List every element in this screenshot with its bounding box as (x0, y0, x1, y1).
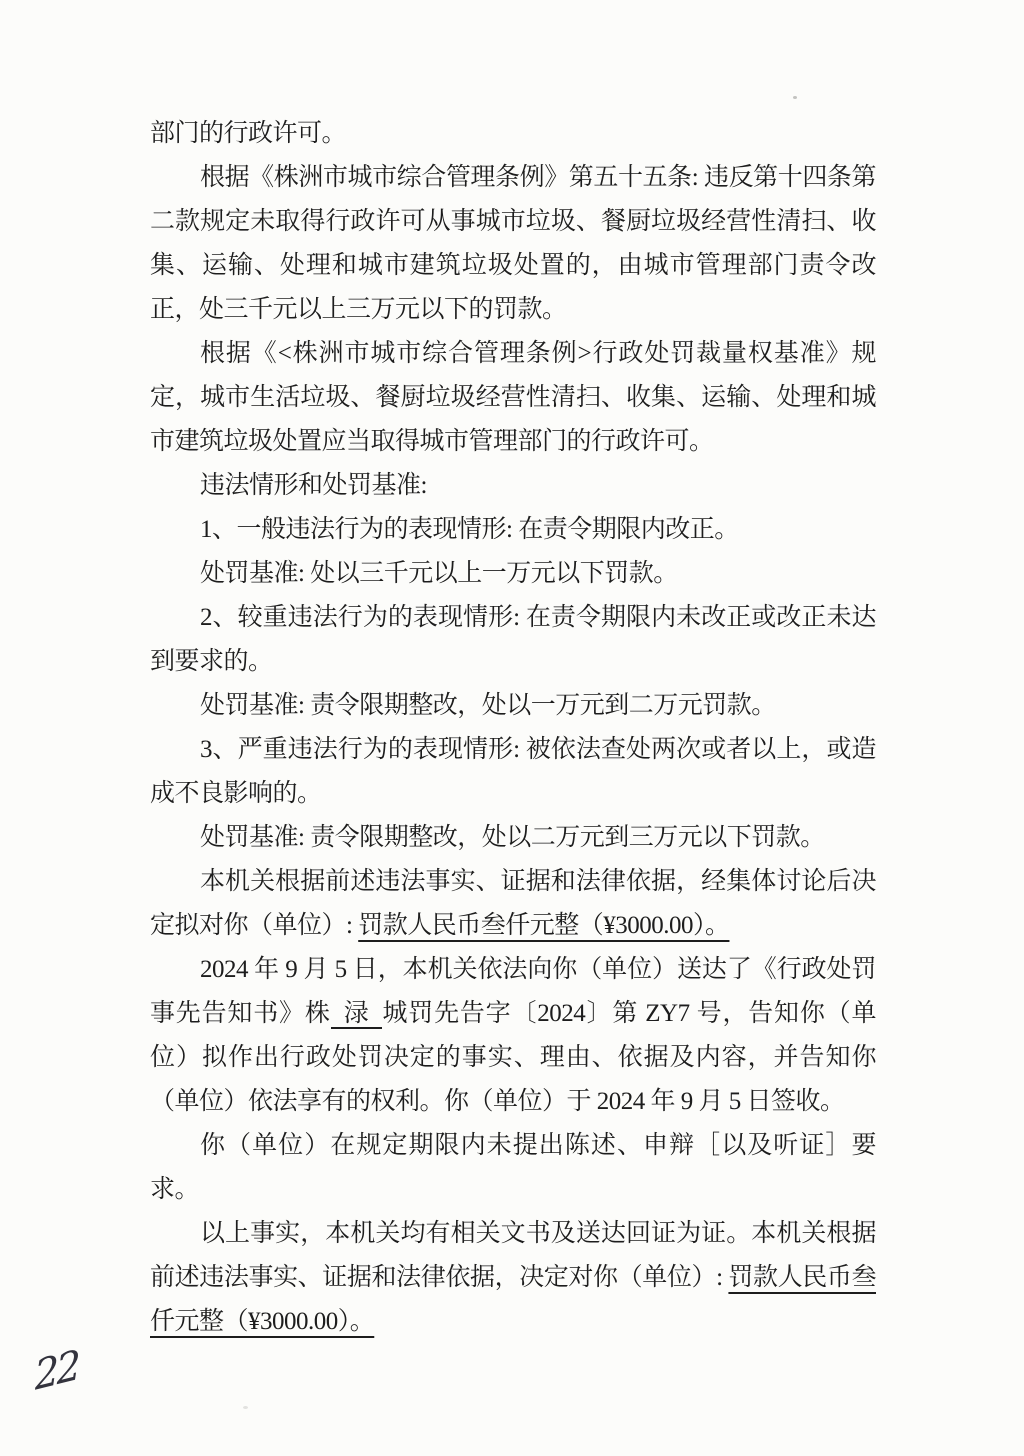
document-paragraph (150, 860, 876, 948)
document-paragraph (150, 728, 876, 816)
penalty-amount-underlined: 罚款人民币叁仟元整（¥3000.00）。 (358, 912, 730, 939)
document-paragraph (150, 816, 876, 860)
document-paragraph (150, 948, 876, 1124)
text-run: 3、严重违法行为的表现情形: 被依法查处两次或者以上，或造成不良影响的。 (150, 736, 876, 807)
fill-in-blank: 渌 (331, 1000, 383, 1029)
text-run: 处罚基准: 处以三千元以上一万元以下罚款。 (200, 560, 678, 587)
text-run: 2024 年 9 月 5 日，本机关依法向你（单位）送达了《行政处罚事先告知书》株 (150, 956, 876, 1027)
document-paragraph (150, 508, 876, 552)
document-paragraph (150, 596, 876, 684)
text-run: 处罚基准: 责令限期整改，处以一万元到二万元罚款。 (200, 692, 776, 719)
document-paragraph (150, 112, 876, 156)
scan-speck (243, 1406, 248, 1409)
text-run: 处罚基准: 责令限期整改，处以二万元到三万元以下罚款。 (200, 824, 825, 851)
text-run: 城罚先告字〔2024〕第 ZY7 号，告知你（单位）拟作出行政处罚决定的事实、理由、依据及内容，并告知你（单位）依法享有的权利。你（单位）于 2024 年 9 月 5 日签收。 (150, 1000, 876, 1115)
document-paragraph (150, 684, 876, 728)
text-run: 1、一般违法行为的表现情形: 在责令期限内改正。 (200, 516, 739, 543)
text-run: 根据《<株洲市城市综合管理条例>行政处罚裁量权基准》规定，城市生活垃圾、餐厨垃圾经营性清扫、收集、运输、处理和城市建筑垃圾处置应当取得城市管理部门的行政许可。 (150, 340, 876, 455)
text-run: 本机关根据前述违法事实、证据和法律依据，经集体讨论后决定拟对你（单位）: (150, 868, 876, 939)
text-run: 2、较重违法行为的表现情形: 在责令期限内未改正或改正未达到要求的。 (150, 604, 876, 675)
text-run: 你（单位）在规定期限内未提出陈述、申辩［以及听证］要求。 (150, 1132, 876, 1203)
document-paragraph (150, 1212, 876, 1344)
handwritten-page-number: 22 (33, 1342, 80, 1400)
document-paragraph (150, 552, 876, 596)
document-paragraph (150, 1124, 876, 1212)
text-run: 以上事实，本机关均有相关文书及送达回证为证。本机关根据前述违法事实、证据和法律依据，决定对你（单位）: (150, 1220, 876, 1291)
document-paragraph (150, 332, 876, 464)
scan-speck (793, 96, 797, 99)
text-run: 根据《株洲市城市综合管理条例》第五十五条: 违反第十四条第二款规定未取得行政许可从事城市垃圾、餐厨垃圾经营性清扫、收集、运输、处理和城市建筑垃圾处置的，由城市管理部门责令改正，处三千元以上三万元以下的罚款。 (150, 164, 876, 323)
document-paragraph (150, 156, 876, 332)
text-run: 违法情形和处罚基准: (200, 472, 427, 499)
document-paragraph (150, 464, 876, 508)
text-run: 部门的行政许可。 (150, 120, 347, 147)
document-body (150, 112, 876, 1344)
penalty-amount-underlined: 罚款人民币叁仟元整（¥3000.00）。 (150, 1264, 876, 1335)
